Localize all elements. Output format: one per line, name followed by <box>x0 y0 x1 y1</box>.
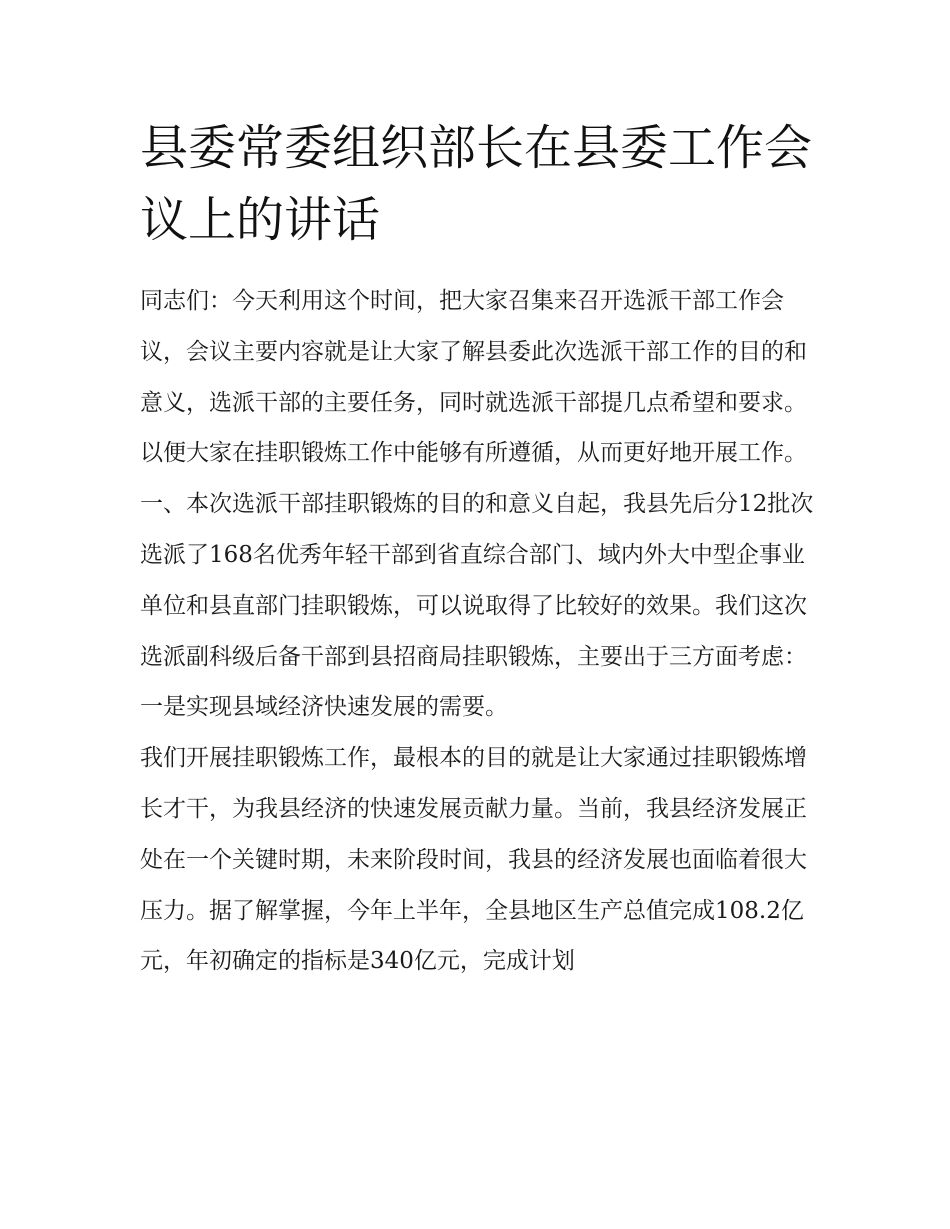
paragraph-economy: 我们开展挂职锻炼工作，最根本的目的就是让大家通过挂职锻炼增长才干，为我县经济的快速发展贡献力量。当前，我县经济发展正处在一个关键时期，未来阶段时间，我县的经济发展也面临着很大压力。据了解掌握，今年上半年，全县地区生产总值完成108.2亿元，年初确定的指标是340亿元，完成计划 <box>140 745 807 975</box>
document-body <box>140 276 815 987</box>
paragraph-point-one: 一是实现县域经济快速发展的需要。 <box>140 694 508 721</box>
paragraph-section-one: 一、本次选派干部挂职锻炼的目的和意义自起，我县先后分12批次选派了168名优秀年轻干部到省直综合部门、域内外大中型企事业单位和县直部门挂职锻炼，可以说取得了比较好的效果。我们这次选派副科级后备干部到县招商局挂职锻炼，主要出于三方面考虑： <box>140 491 814 670</box>
paragraph-greeting: 同志们：今天利用这个时间，把大家召集来召开选派干部工作会议，会议主要内容就是让大家了解县委此次选派干部工作的目的和意义，选派干部的主要任务，同时就选派干部提几点希望和要求。以便大家在挂职锻炼工作中能够有所遵循，从而更好地开展工作。 <box>140 288 807 467</box>
document-title: 县委常委组织部长在县委工作会议上的讲话 <box>140 120 813 248</box>
